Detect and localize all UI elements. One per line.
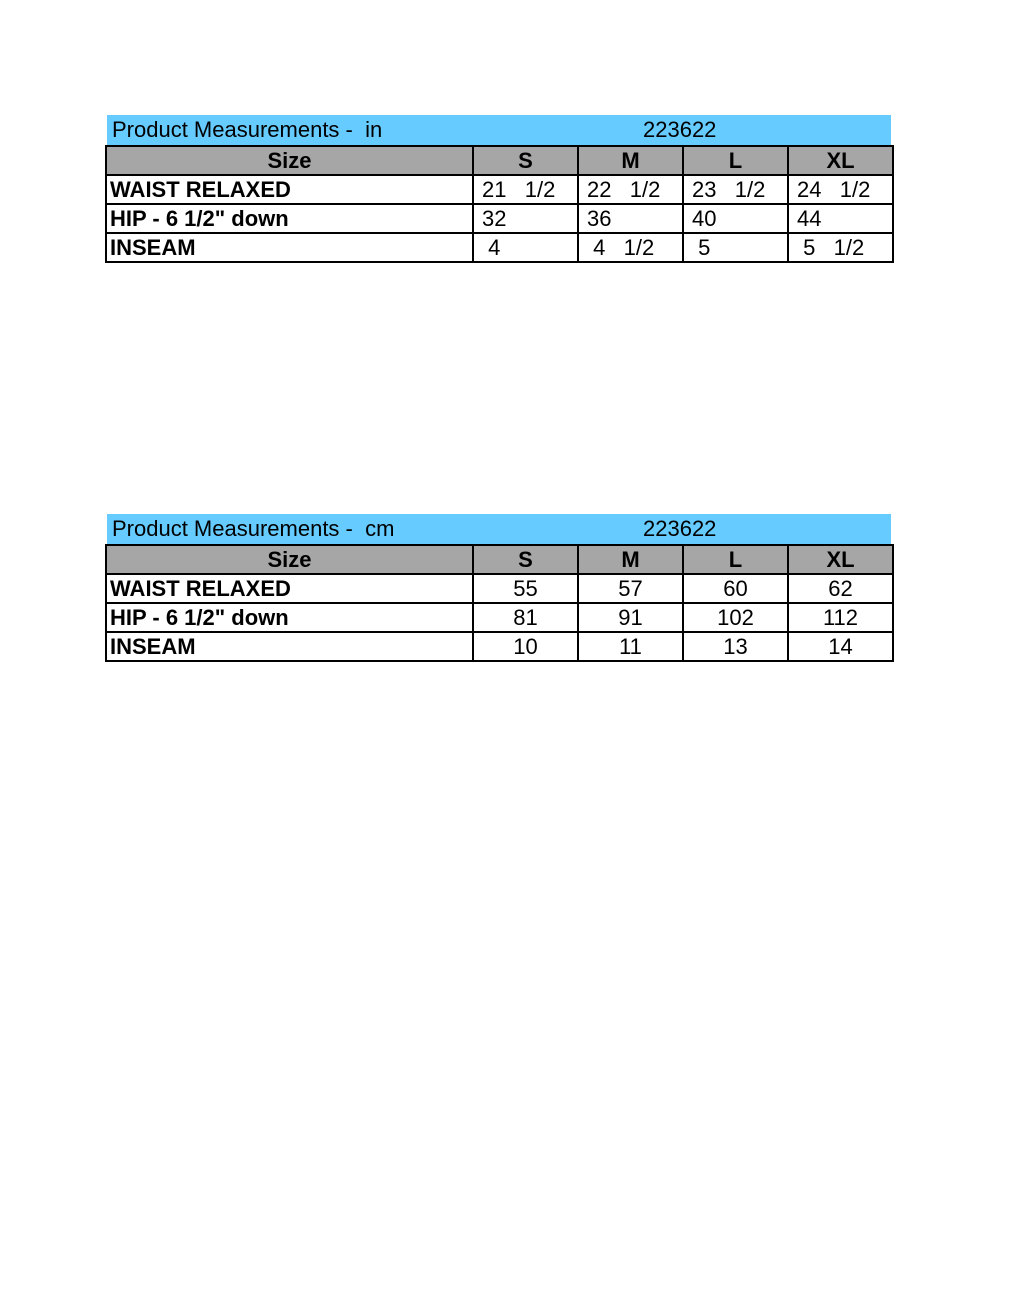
header-s: S [473, 545, 578, 574]
cell-value: 21 1/2 [473, 175, 578, 204]
table-title: Product Measurements - in [112, 117, 383, 142]
cell-value: 32 [473, 204, 578, 233]
header-xl: XL [788, 146, 893, 175]
row-label: INSEAM [106, 632, 473, 661]
cell-value: 81 [473, 603, 578, 632]
cell-value: 4 [473, 233, 578, 262]
cell-value: 13 [683, 632, 788, 661]
header-size: Size [106, 545, 473, 574]
row-label: HIP - 6 1/2" down [106, 204, 473, 233]
title-bar [107, 115, 891, 145]
cell-value: 55 [473, 574, 578, 603]
header-s: S [473, 146, 578, 175]
table-row [106, 574, 893, 603]
size-table [105, 145, 894, 263]
row-label: WAIST RELAXED [106, 175, 473, 204]
header-row [106, 146, 893, 175]
cell-value: 40 [683, 204, 788, 233]
cell-value: 44 [788, 204, 893, 233]
cell-value: 22 1/2 [578, 175, 683, 204]
table-row [106, 175, 893, 204]
header-xl: XL [788, 545, 893, 574]
cell-value: 23 1/2 [683, 175, 788, 204]
table-row [106, 603, 893, 632]
table-row [106, 233, 893, 262]
cell-value: 102 [683, 603, 788, 632]
cell-value: 57 [578, 574, 683, 603]
style-code: 223622 [643, 516, 717, 541]
cell-value: 36 [578, 204, 683, 233]
header-l: L [683, 545, 788, 574]
cell-value: 14 [788, 632, 893, 661]
style-code: 223622 [643, 117, 717, 142]
cell-value: 10 [473, 632, 578, 661]
row-label: WAIST RELAXED [106, 574, 473, 603]
cell-value: 11 [578, 632, 683, 661]
cell-value: 5 1/2 [788, 233, 893, 262]
row-label: INSEAM [106, 233, 473, 262]
cell-value: 112 [788, 603, 893, 632]
cell-value: 62 [788, 574, 893, 603]
header-m: M [578, 545, 683, 574]
measurements-table-centimeters [105, 514, 892, 662]
table-row [106, 632, 893, 661]
cell-value: 60 [683, 574, 788, 603]
table-row [106, 204, 893, 233]
header-size: Size [106, 146, 473, 175]
header-l: L [683, 146, 788, 175]
size-table [105, 544, 894, 662]
table-title: Product Measurements - cm [112, 516, 395, 541]
title-bar [107, 514, 891, 544]
cell-value: 4 1/2 [578, 233, 683, 262]
cell-value: 5 [683, 233, 788, 262]
header-m: M [578, 146, 683, 175]
cell-value: 24 1/2 [788, 175, 893, 204]
row-label: HIP - 6 1/2" down [106, 603, 473, 632]
cell-value: 91 [578, 603, 683, 632]
measurements-table-inches [105, 115, 892, 263]
header-row [106, 545, 893, 574]
